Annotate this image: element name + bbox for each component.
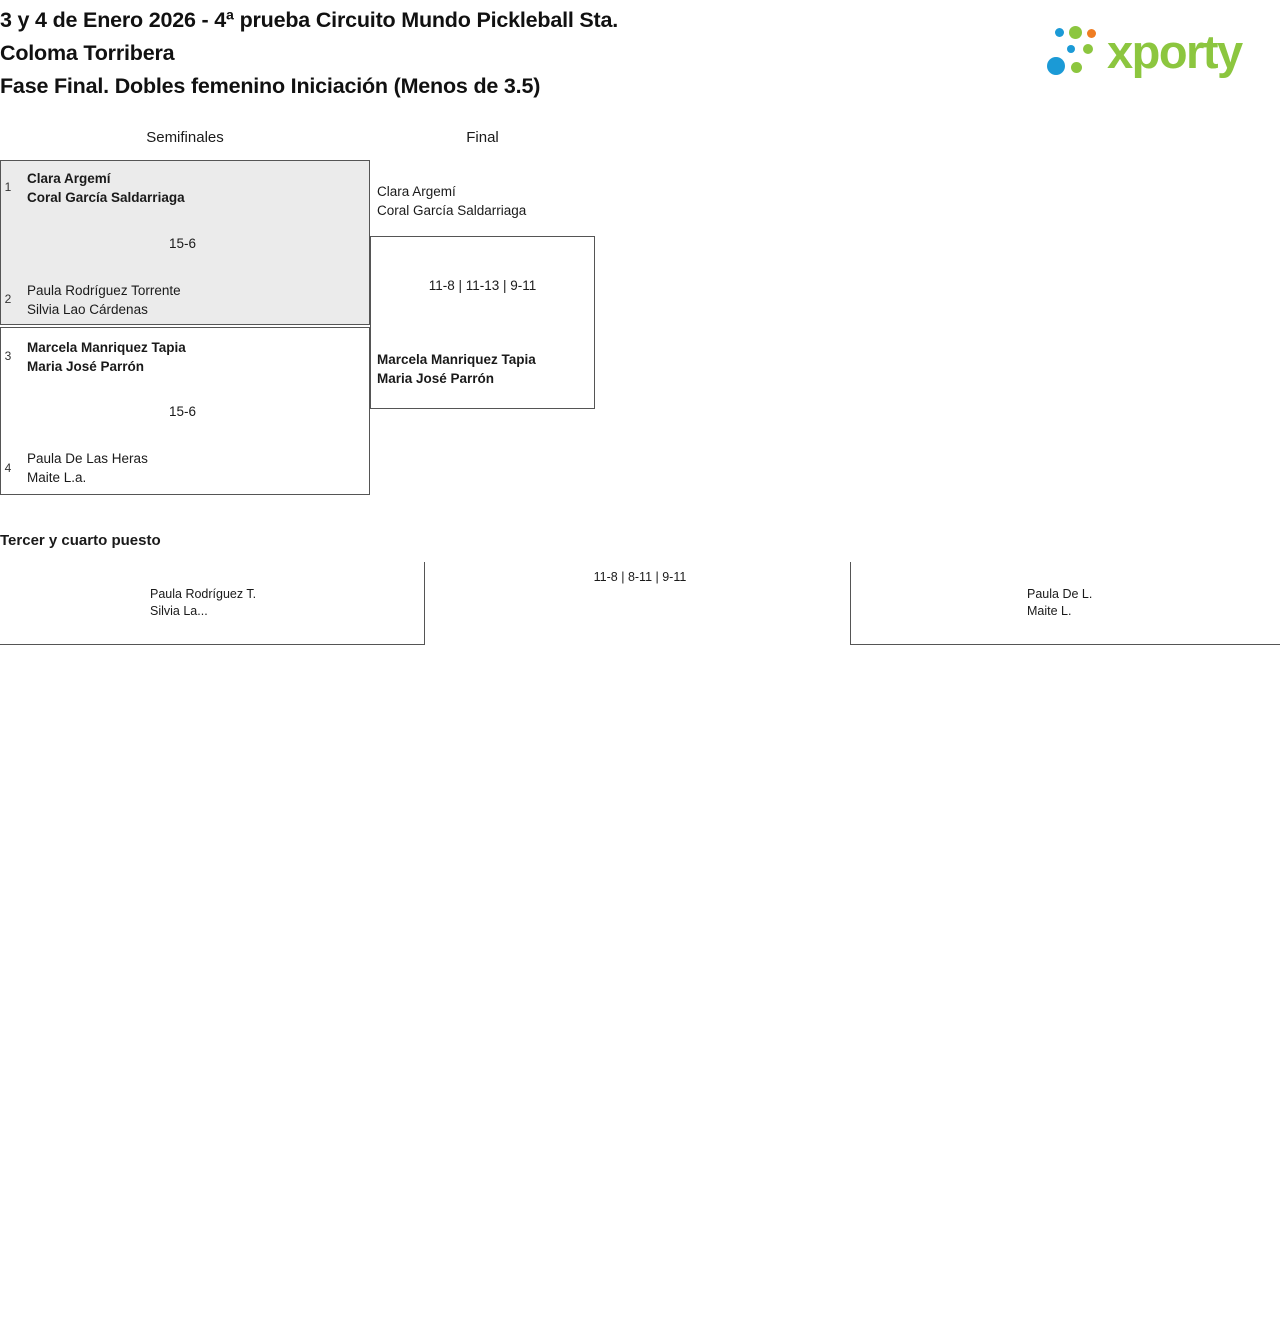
seed-number: 2	[4, 292, 12, 306]
team-line: Clara Argemí	[27, 171, 111, 186]
team-line: Marcela Manriquez Tapia	[377, 352, 536, 367]
page-title-line-3: Fase Final. Dobles femenino Iniciación (Menos de 3.5)	[0, 74, 541, 98]
seed-number: 4	[4, 461, 12, 475]
team-semifinal-1-b	[27, 281, 181, 319]
team-line: Paula De L.	[1027, 587, 1093, 601]
team-line: Coral García Saldarriaga	[27, 190, 185, 205]
page-title-line-1: 3 y 4 de Enero 2026 - 4ª prueba Circuito Mundo Pickleball Sta.	[0, 8, 619, 32]
page-title-line-2: Coloma Torribera	[0, 41, 175, 65]
team-line: Paula Rodríguez Torrente	[27, 283, 181, 298]
team-line: Paula Rodríguez T.	[150, 587, 257, 601]
team-third-place-a	[150, 586, 256, 620]
xporty-logo[interactable]	[1045, 22, 1275, 82]
team-line: Maite L.a.	[27, 470, 87, 485]
logo-dots-icon	[1045, 26, 1107, 78]
page-title	[0, 4, 900, 103]
score-third-place: 11-8 | 8-11 | 9-11	[593, 570, 687, 584]
third-place-section-title: Tercer y cuarto puesto	[0, 532, 161, 549]
seed-number: 1	[4, 180, 12, 194]
team-third-place-b	[1027, 586, 1092, 620]
team-semifinal-1-a	[27, 169, 185, 207]
round-header-semifinals: Semifinales	[146, 129, 224, 146]
team-line: Maria José Parrón	[377, 371, 495, 386]
team-line: Maria José Parrón	[27, 359, 145, 374]
page-header	[0, 0, 1280, 110]
team-semifinal-2-a	[27, 338, 186, 376]
team-line: Maite L.	[1027, 604, 1072, 618]
team-line: Marcela Manriquez Tapia	[27, 340, 186, 355]
team-line: Coral García Saldarriaga	[377, 203, 527, 218]
logo-wordmark: xporty	[1107, 25, 1242, 78]
score-semifinal-1: 15-6	[168, 236, 197, 251]
score-final: 11-8 | 11-13 | 9-11	[428, 278, 537, 293]
team-line: Paula De Las Heras	[27, 451, 148, 466]
team-semifinal-2-b	[27, 449, 148, 487]
team-final-a	[377, 182, 526, 220]
team-line: Silvia Lao Cárdenas	[27, 302, 148, 317]
score-semifinal-2: 15-6	[168, 404, 197, 419]
team-final-b	[377, 350, 536, 388]
team-line: Silvia La...	[150, 604, 208, 618]
round-header-final: Final	[466, 129, 499, 146]
seed-number: 3	[4, 349, 12, 363]
team-line: Clara Argemí	[377, 184, 456, 199]
